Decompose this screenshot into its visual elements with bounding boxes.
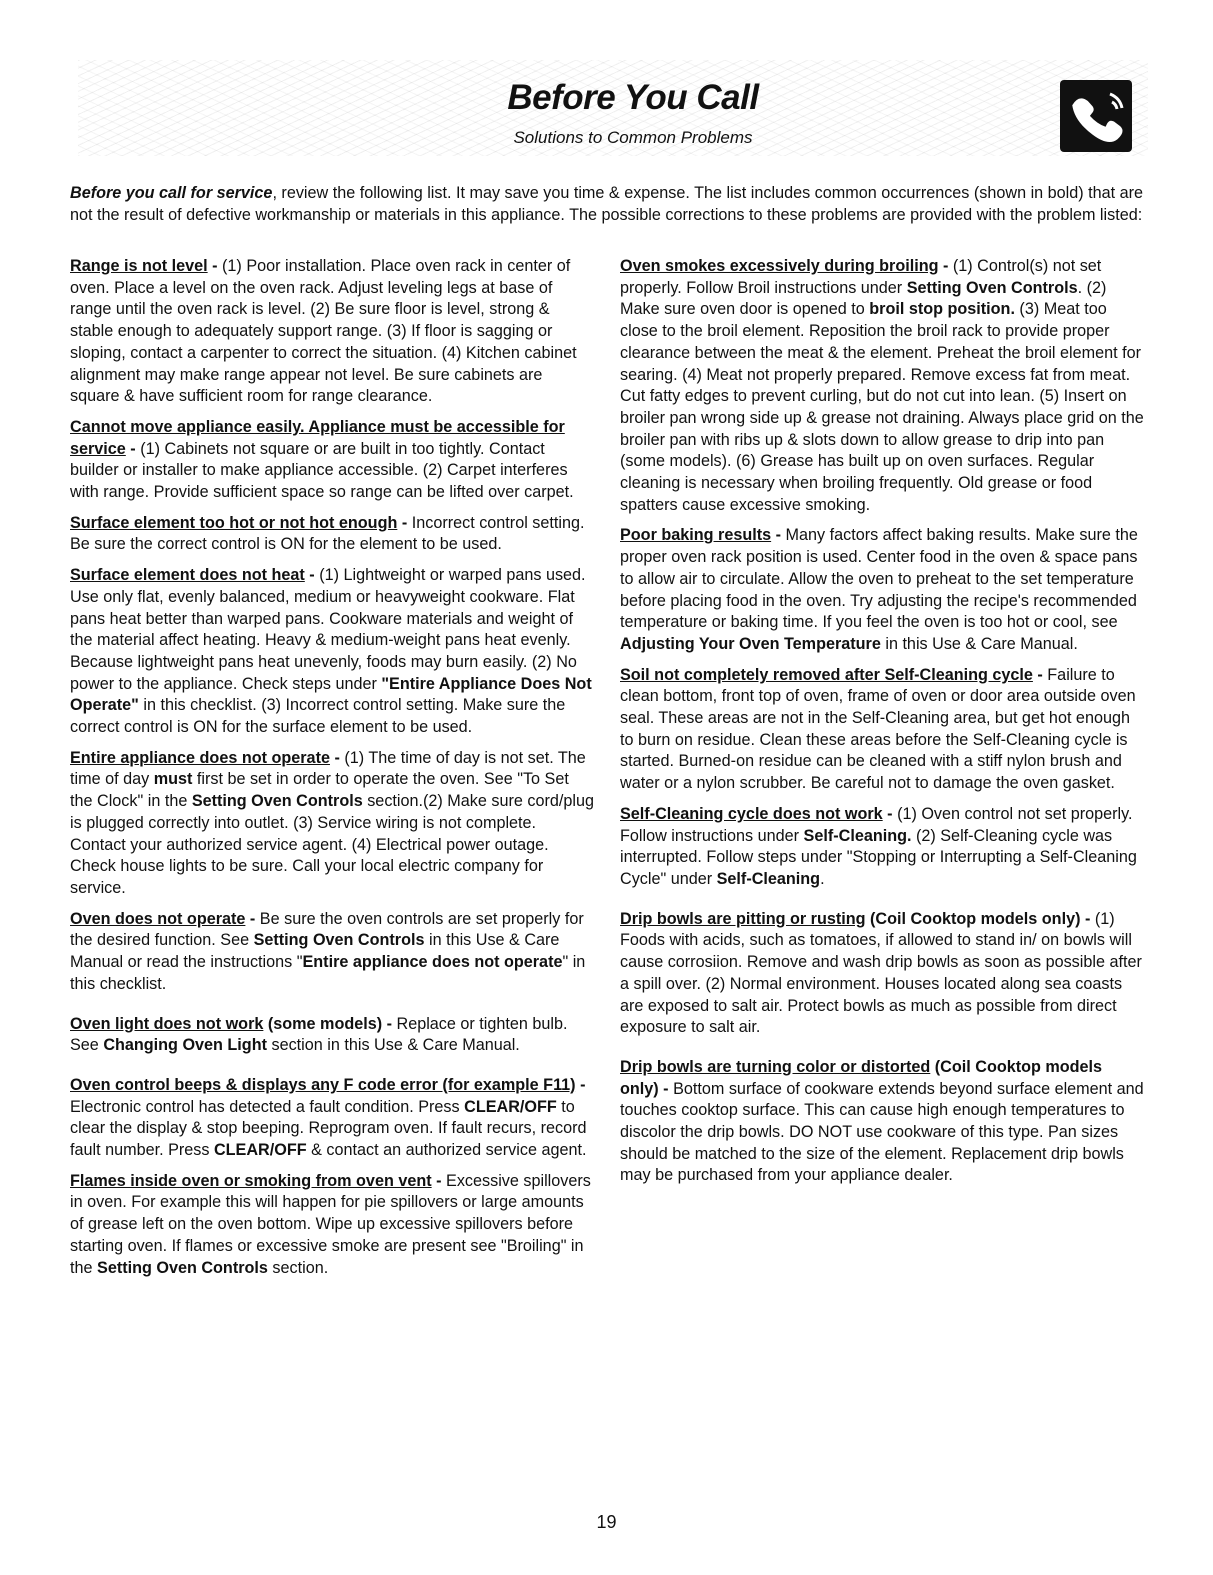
item-heading: Flames inside oven or smoking from oven vent: [70, 1171, 432, 1190]
item-heading: Oven does not operate: [70, 909, 246, 928]
item-heading: Cannot move appliance easily. Appliance must be accessible for service: [70, 417, 565, 458]
item-heading: Surface element does not heat: [70, 566, 305, 585]
item-soil-not-removed: Soil not completely removed after Self-Cleaning cycle - Failure to clean bottom, front top of oven, frame of oven or door area outside oven seal. These areas are not in the Self-Cleaning area, but get hot enough to burn on residue. Clean these areas before the Self-Cleaning cycle is started. Burned-on residue can be cleaned with a stiff nylon brush and water or a nylon scrubber. Be careful not to damage the oven gasket.: [620, 665, 1136, 793]
item-oven-control-beeps: Oven control beeps & displays any F code error (for example F11) - Electronic control has detected a fault condition. Press CLEAR/OFF to clear the display & stop beeping. Reprogram oven. If fault recurs, record fault number. Press CLEAR/OFF & contact an authorized service agent.: [70, 1075, 587, 1160]
item-poor-baking: Poor baking results - Many factors affect baking results. Make sure the proper oven rack position is used. Center food in the oven & space pans to allow air to circulate. Allow the oven to preheat to the set temperature before placing food in the oven. Try adjusting the recipe's recommended temperature or baking time. If you feel the oven is too hot or cool, see Adjusting Your Oven Temperature in this Use & Care Manual.: [620, 526, 1138, 653]
item-oven-smokes: Oven smokes excessively during broiling - (1) Control(s) not set properly. Follow Broil instructions under Setting Oven Controls. (2) Make sure oven door is opened to broil stop position. (3) Meat too close to the broil element. Reposition the broil rack to provide proper clearance between the meat & the element. Preheat the broil element for searing. (4) Meat not properly prepared. Remove excess fat from meat. Cut fatty edges to prevent curling, but do not cut into lean. (5) Insert on broiler pan wrong side up & grease not draining. Always place grid on the broiler pan with ribs up & slots down to allow grease to drip into pan (some models). (6) Grease has built up on oven surfaces. Regular cleaning is necessary when broiling frequently. Old grease or food spatters cause excessive smoking.: [620, 257, 1144, 514]
item-oven-light: Oven light does not work (some models) - Replace or tighten bulb. See Changing Oven Light section in this Use & Care Manual.: [70, 1014, 568, 1055]
intro-lead: Before you call for service: [70, 184, 273, 202]
item-oven-not-operate: Oven does not operate - Be sure the oven controls are set properly for the desired function. See Setting Oven Controls in this Use & Care Manual or read the instructions "Entire appliance does not operate" in this checklist.: [70, 909, 586, 993]
item-heading: Poor baking results: [620, 526, 772, 545]
item-surface-too-hot: Surface element too hot or not hot enough - Incorrect control setting. Be sure the correct control is ON for the element to be used.: [70, 513, 585, 554]
item-entire-appliance: Entire appliance does not operate - (1) The time of day is not set. The time of day must first be set in order to operate the oven. See "To Set the Clock" in the Setting Oven Controls section.(2) Make sure cord/plug is plugged correctly into outlet. (3) Service wiring is not complete. Contact your authorized service agent. (4) Electrical power outage. Check house lights to be sure. Call your local electric company for service.: [70, 748, 594, 897]
item-heading: Soil not completely removed after Self-Cleaning cycle: [620, 665, 1033, 684]
item-self-clean: Self-Cleaning cycle does not work - (1) Oven control not set properly. Follow instructions under Self-Cleaning. (2) Self-Cleaning cycle was interrupted. Follow steps under "Stopping or Interrupting a Self-Cleaning Cycle" under Self-Cleaning.: [620, 804, 1137, 888]
intro-text: , review the following list. It may save you time & expense. The list includes common occurrences (shown in bold) that are not the result of defective workmanship or materials in this appliance. The possible corrections to these problems are provided with the problem listed:: [70, 184, 1144, 224]
item-range-not-level: Range is not level - (1) Poor installation. Place oven rack in center of oven. Place a level on the oven rack. Adjust leveling legs at base of range until the oven rack is level. (2) Be sure floor is level, strong & stable enough to adequately support range. (3) If floor is sagging or sloping, contact a carpenter to correct the situation. (4) Kitchen cabinet alignment may make range appear not level. Be sure cabinets are square & have sufficient room for range clearance.: [70, 257, 577, 406]
item-cannot-move: Cannot move appliance easily. Appliance must be accessible for service - (1) Cabinets not square or are built in too tightly. Contact builder or installer to make appliance accessible. (2) Carpet interferes with range. Provide sufficient space so range can be lifted over carpet.: [70, 417, 574, 502]
item-heading: Oven control beeps & displays any F code error (for example F11): [70, 1075, 576, 1094]
page-title: Before You Call: [507, 78, 759, 117]
item-flames: Flames inside oven or smoking from oven vent - Excessive spillovers in oven. For example this will happen for pie spillovers or large amounts of grease left on the oven bottom. Wipe up excessive spillovers before starting oven. If flames or excessive smoke are present see "Broiling" in the Setting Oven Controls section.: [70, 1171, 591, 1277]
item-heading: Drip bowls are turning color or distorted: [620, 1057, 931, 1076]
item-heading: Surface element too hot or not hot enough: [70, 513, 398, 532]
item-drip-bowls-pitting: Drip bowls are pitting or rusting (Coil Cooktop models only) - (1) Foods with acids, such as tomatoes, if allowed to stand in/ on bowls will cause corrosiion. Remove and wash drip bowls as soon as possible after a spill over. (2) Normal environment. Houses located along sea coasts are exposed to salt air. Protect bowls as much as possible from direct exposure to salt air.: [620, 909, 1142, 1037]
intro-paragraph: [70, 182, 1145, 226]
left-column: [70, 256, 595, 1288]
item-heading: Entire appliance does not operate: [70, 748, 330, 767]
item-heading: Oven light does not work: [70, 1014, 264, 1033]
header-banner: [78, 60, 1148, 156]
phone-icon: [1060, 80, 1132, 152]
page-number: 19: [596, 1512, 617, 1532]
item-heading: Range is not level: [70, 257, 208, 275]
item-heading: Self-Cleaning cycle does not work: [620, 804, 883, 823]
item-drip-bowls-color: Drip bowls are turning color or distorted (Coil Cooktop models only) - Bottom surface of cookware extends beyond surface element and touches cooktop surface. This can cause high enough temperatures to discolor the drip bowls. DO NOT use cookware of this type. Pan sizes should be matched to the size of the element. Replacement drip bowls may be purchased from your appliance dealer.: [620, 1057, 1144, 1185]
right-column: [620, 256, 1145, 1196]
item-surface-no-heat: Surface element does not heat - (1) Lightweight or warped pans used. Use only flat, evenly balanced, medium or heavyweight cookware. Flat pans heat better than warped pans. Cookware materials and weight of the material affect heating. Heavy & medium-weight pans heat evenly. Because lightweight pans heat unevenly, foods may burn easily. (2) No power to the appliance. Check steps under "Entire Appliance Does Not Operate" in this checklist. (3) Incorrect control setting. Make sure the correct control is ON for the surface element to be used.: [70, 566, 592, 737]
item-heading: Oven smokes excessively during broiling: [620, 257, 939, 275]
item-heading: Drip bowls are pitting or rusting: [620, 909, 866, 928]
page-subtitle: Solutions to Common Problems: [513, 128, 753, 147]
